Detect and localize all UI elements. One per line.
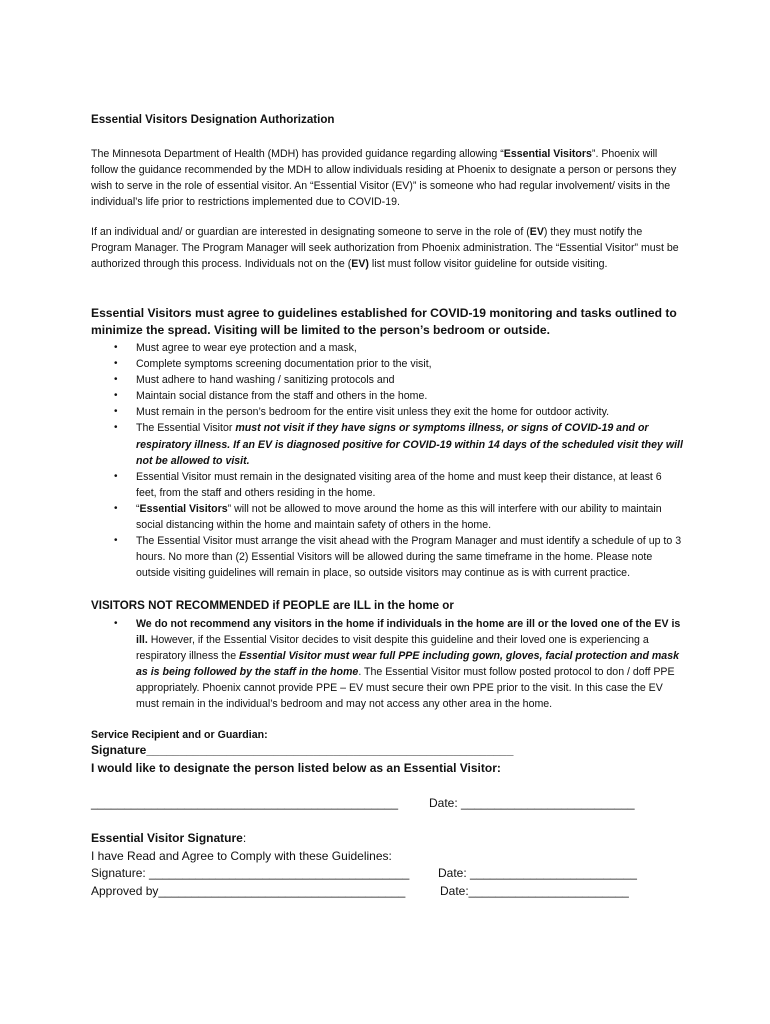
bullet-icon: • <box>114 342 118 353</box>
approved-by-row <box>91 883 629 899</box>
designee-date-field[interactable]: Date: __________________________ <box>429 796 635 810</box>
approved-by-field[interactable]: Approved by_____________________________________ <box>91 884 406 898</box>
list-item: • The Essential Visitor must arrange the visit ahead with the Program Manager and must identify a schedule of up to 3 hours. No more than (2) Essential Visitors will be allowed during the same timeframe in the home. Please note outside visiting guidelines will remain in place, so outside visitors may continue as is with current practice. <box>114 535 682 580</box>
ill-visitors-list <box>91 616 683 713</box>
designee-name-row <box>91 795 635 811</box>
intro-paragraph-mdh: The Minnesota Department of Health (MDH) has provided guidance regarding allowing “Essential Visitors”. Phoenix will follow the guidance recommended by the MDH to allow individuals residing at Phoenix to designate a person or persons they wish to serve in the role of essential visitor. An “Essential Visitor (EV)” is someone who had regular involvement/ visits in the individual’s life prior to restrictions implemented due to COVID-19. <box>91 148 677 209</box>
designate-statement: I would like to designate the person listed below as an Essential Visitor: <box>91 761 501 775</box>
list-item: • Must remain in the person’s bedroom for the entire visit unless they exit the home for outdoor activity. <box>91 404 683 420</box>
service-recipient-label: Service Recipient and or Guardian: <box>91 729 268 741</box>
bullet-icon: • <box>114 406 118 418</box>
bullet-icon: • <box>114 390 118 402</box>
bullet-icon: • <box>114 422 118 434</box>
guidelines-heading: Essential Visitors must agree to guidelines established for COVID-19 monitoring and tasks outlined to minimize the spread. Visiting will be limited to the person’s bedroom or outside. <box>91 306 677 337</box>
recipient-signature-field[interactable]: Signature_______________________________________________________ <box>91 743 514 757</box>
ev-signature-heading: Essential Visitor Signature: <box>91 831 247 845</box>
bullet-icon: • <box>114 358 118 370</box>
designee-name-field[interactable]: ______________________________________________ <box>91 796 398 810</box>
list-item: • Maintain social distance from the staff and others in the home. <box>91 388 683 404</box>
list-item: • Must adhere to hand washing / sanitizing protocols and <box>91 372 683 388</box>
bullet-icon: • <box>114 618 118 629</box>
bullet-icon: • <box>114 535 118 547</box>
bullet-icon: • <box>114 502 118 514</box>
list-item: • Complete symptoms screening documentation prior to the visit, <box>91 356 683 372</box>
list-item: • “Essential Visitors” will not be allowed to move around the home as this will interfere with our ability to maintain social distancing within the home and maintain safety of others in the home. <box>114 502 662 532</box>
list-item: • We do not recommend any visitors in the home if individuals in the home are ill or the loved one of the EV is ill. However, if the Essential Visitor decides to visit despite this guideline and their loved one is experiencing a respiratory illness the Essential Visitor must wear full PPE including gown, gloves, facial protection and mask as is being followed by the staff in the home. The Essential Visitor must follow posted protocol to don / doff PPE appropriately. Phoenix cannot provide PPE – EV must secure their own PPE prior to the visit. In this case the EV must remain in the individual’s bedroom and may not access any other area in the home. <box>114 618 681 711</box>
ev-date-field[interactable]: Date: _________________________ <box>438 866 637 880</box>
bullet-icon: • <box>114 470 118 482</box>
bullet-icon: • <box>114 374 118 386</box>
list-item: • Must agree to wear eye protection and a mask, <box>91 340 683 356</box>
ev-signature-row <box>91 865 637 881</box>
page-title: Essential Visitors Designation Authorization <box>91 113 335 126</box>
ev-agree-statement: I have Read and Agree to Comply with these Guidelines: <box>91 849 392 863</box>
guidelines-list <box>91 340 683 581</box>
list-item: • The Essential Visitor must not visit if they have signs or symptoms illness, or signs of COVID-19 and or respiratory illness. If an EV is diagnosed positive for COVID-19 within 14 days of the scheduled visit they will not be allowed to visit. <box>114 422 683 467</box>
approved-date-field[interactable]: Date:________________________ <box>440 884 629 898</box>
list-item: • Essential Visitor must remain in the designated visiting area of the home and must keep their distance, at least 6 feet, from the staff and others residing in the home. <box>114 470 662 499</box>
ev-signature-field[interactable]: Signature: _______________________________________ <box>91 866 410 880</box>
not-recommended-heading: VISITORS NOT RECOMMENDED if PEOPLE are ILL in the home or <box>91 599 454 612</box>
intro-paragraph-ev-process: If an individual and/ or guardian are interested in designating someone to serve in the role of (EV) they must notify the Program Manager. The Program Manager will seek authorization from Phoenix administration. The “Essential Visitor” must be authorized through this process. Individuals not on the (EV) list must follow visitor guideline for outside visiting. <box>91 226 679 271</box>
